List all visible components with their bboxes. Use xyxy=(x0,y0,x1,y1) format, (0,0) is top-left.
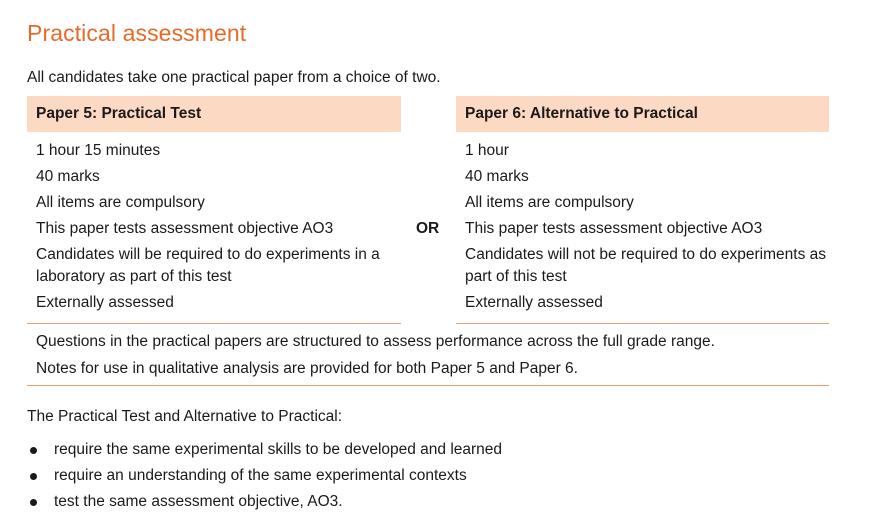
comparison-bullets xyxy=(27,439,502,517)
bullet-item xyxy=(27,491,502,513)
paper5-item: This paper tests assessment objective AO3 xyxy=(36,220,334,237)
paper6-item: 1 hour xyxy=(465,142,509,159)
paper5-item: 1 hour 15 minutes xyxy=(36,142,161,159)
paper6-item: 40 marks xyxy=(465,168,529,185)
paper5-item: All items are compulsory xyxy=(36,194,205,211)
bullet-item xyxy=(27,439,502,461)
bullet-text: require an understanding of the same experimental contexts xyxy=(54,467,467,484)
note-line: Questions in the practical papers are structured to assess performance across the full grade range. xyxy=(36,333,715,350)
paper6-item: Candidates will not be required to do experiments as part of this test xyxy=(465,246,827,285)
paper5-item: Candidates will be required to do experiments in a laboratory as part of this test xyxy=(36,246,380,285)
or-label: OR xyxy=(416,220,440,237)
intro-text: All candidates take one practical paper from a choice of two. xyxy=(27,69,441,86)
bullet-text: require the same experimental skills to be developed and learned xyxy=(54,441,503,458)
divider-left xyxy=(27,323,401,324)
bullet-icon xyxy=(30,499,37,506)
paper5-column xyxy=(27,96,401,318)
paper6-details xyxy=(456,140,829,314)
bullet-icon xyxy=(30,447,37,454)
bullet-item xyxy=(27,465,502,487)
paper6-item: This paper tests assessment objective AO3 xyxy=(465,220,763,237)
note-line: Notes for use in qualitative analysis are provided for both Paper 5 and Paper 6. xyxy=(36,360,578,377)
bullet-icon xyxy=(30,473,37,480)
paper5-details xyxy=(27,140,401,314)
paper5-item: Externally assessed xyxy=(36,294,174,311)
bullet-text: test the same assessment objective, AO3. xyxy=(54,493,343,510)
divider-full xyxy=(27,385,829,386)
paper6-item: Externally assessed xyxy=(465,294,603,311)
divider-right xyxy=(456,323,829,324)
paper6-heading: Paper 6: Alternative to Practical xyxy=(456,96,829,132)
comparison-intro: The Practical Test and Alternative to Practical: xyxy=(27,408,343,425)
paper5-heading: Paper 5: Practical Test xyxy=(27,96,401,132)
paper6-item: All items are compulsory xyxy=(465,194,634,211)
paper6-column xyxy=(456,96,829,318)
notes xyxy=(36,331,715,385)
page-title: Practical assessment xyxy=(27,20,247,46)
paper5-item: 40 marks xyxy=(36,168,100,185)
